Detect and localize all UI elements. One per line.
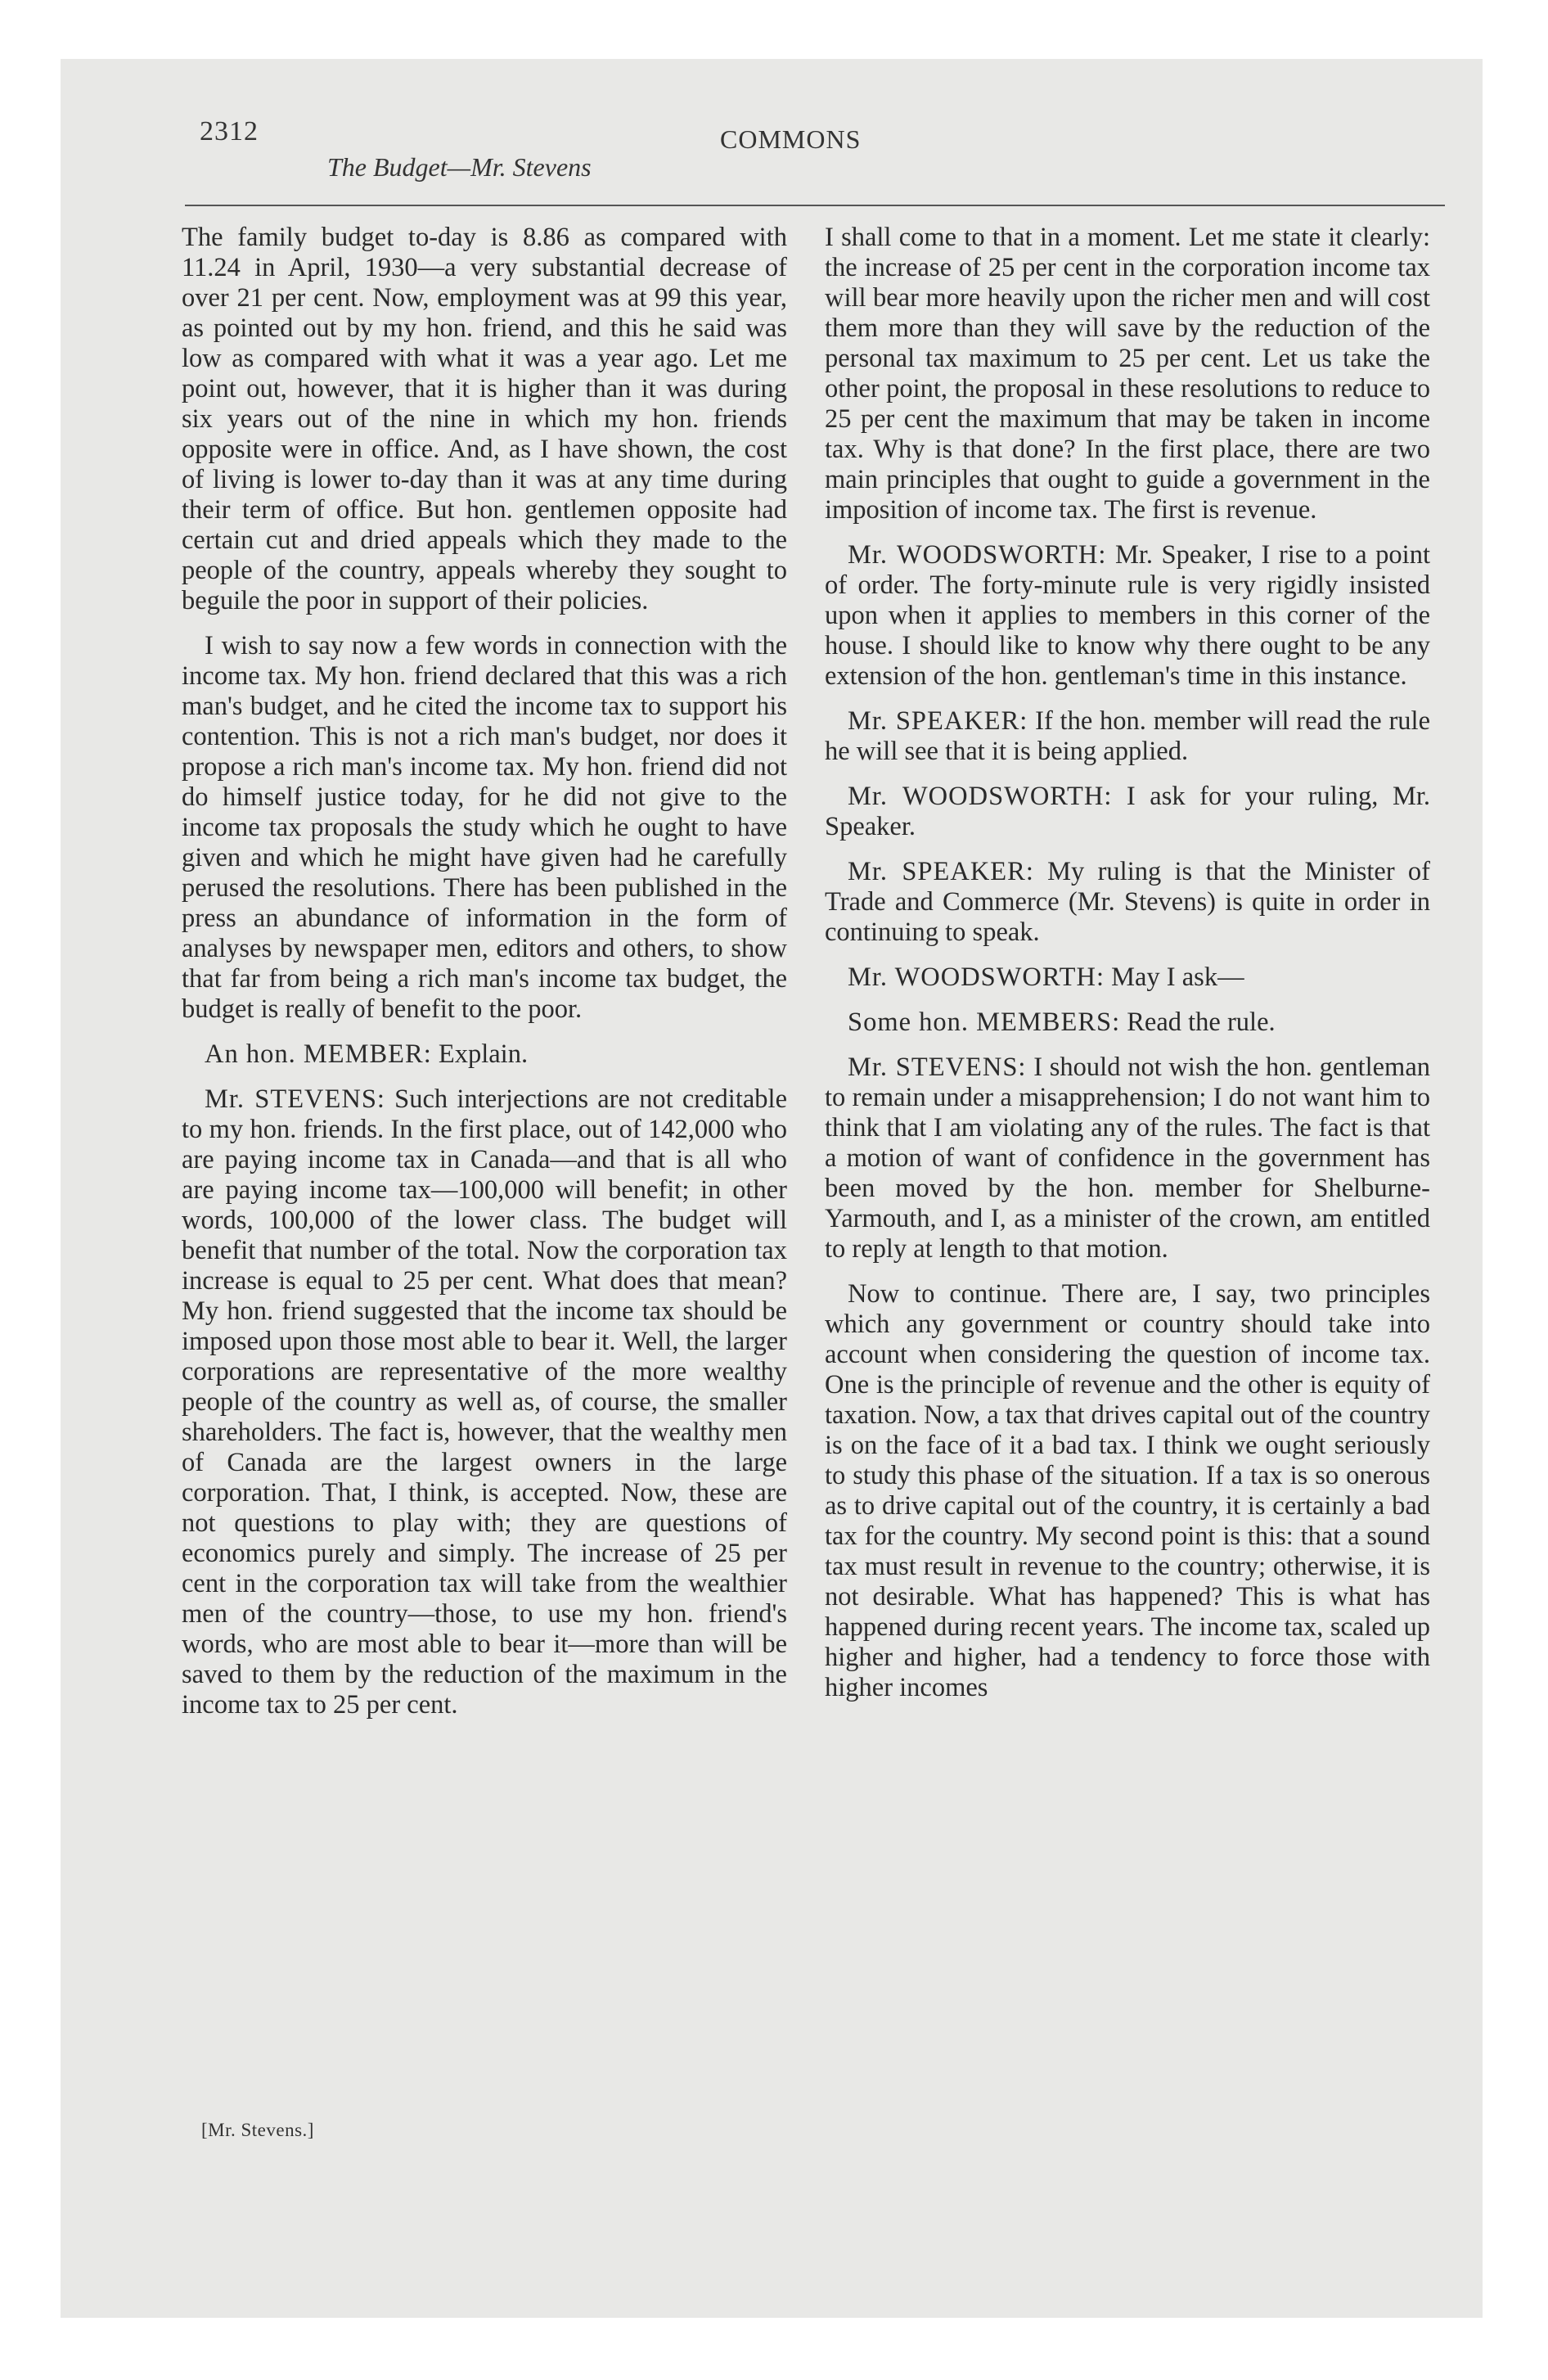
page-number: 2312: [200, 116, 259, 146]
speaker-name: Mr. STEVENS:: [848, 1053, 1027, 1082]
speaker-name: Mr. WOODSWORTH:: [848, 540, 1107, 570]
speaker-name: Some hon. MEMBERS:: [848, 1007, 1121, 1037]
paragraph: Some hon. MEMBERS: Read the rule.: [848, 1007, 1276, 1037]
paragraph: Mr. SPEAKER: My ruling is that the Minister of Trade and Commerce (Mr. Stevens) is quite in order in continuing to speak.: [825, 857, 1431, 947]
footer-note: [Mr. Stevens.]: [201, 2120, 314, 2140]
paragraph: The family budget to-day is 8.86 as compared with 11.24 in April, 1930—a very substantial decrease of over 21 per cent. Now, employment was at 99 this year, as pointed out by my hon. friend, and this he said was low as compared with what it was a year ago. Let me point out, however, that it is higher than it was during six years out of the nine in which my hon. friends opposite were in office. And, as I have shown, the cost of living is lower to-day than it was at any time during their term of office. But hon. gentlemen opposite had certain cut and dried appeals which they made to the people of the country, appeals whereby they sought to beguile the poor in support of their policies.: [182, 223, 787, 615]
paragraph: Mr. STEVENS: Such interjections are not creditable to my hon. friends. In the first place, out of 142,000 who are paying income tax in Canada—and that is all who are paying income tax—100,000 will benefit; in other words, 100,000 of the lower class. The budget will benefit that number of the total. Now the corporation tax increase is equal to 25 per cent. What does that mean? My hon. friend suggested that the income tax should be imposed upon those most able to bear it. Well, the larger corporations are representative of the more wealthy people of the country as well as, of course, the smaller shareholders. The fact is, however, that the wealthy men of Canada are the largest owners in the large corporation. That, I think, is accepted. Now, these are not questions to play with; they are questions of economics purely and simply. The increase of 25 per cent in the corporation tax will take from the wealthier men of the country—those, to use my hon. friend's words, who are most able to bear it—more than will be saved to them by the reduction of the maximum in the income tax to 25 per cent.: [182, 1084, 787, 1720]
running-head: The Budget—Mr. Stevens: [327, 152, 592, 182]
header-rule: [185, 205, 1445, 206]
left-column: [182, 223, 787, 1735]
speaker-name: Mr. WOODSWORTH:: [848, 782, 1113, 811]
paragraph: Mr. WOODSWORTH: Mr. Speaker, I rise to a point of order. The forty-minute rule is very rigidly insisted upon when it applies to members in this corner of the house. I should like to know why there ought to be any extension of the hon. gentleman's time in this instance.: [825, 540, 1430, 691]
paragraph: Now to continue. There are, I say, two principles which any government or country should take into account when considering the question of income tax. One is the principle of revenue and the other is equity of taxation. Now, a tax that drives capital out of the country is on the face of it a bad tax. I think we ought seriously to study this phase of the situation. If a tax is so onerous as to drive capital out of the country, it is certainly a bad tax for the country. My second point is this: that a sound tax must result in revenue to the country; otherwise, it is not desirable. What has happened? This is what has happened during recent years. The income tax, scaled up higher and higher, had a tendency to force those with higher incomes: [825, 1279, 1430, 1702]
speaker-name: Mr. SPEAKER:: [848, 857, 1034, 886]
speaker-name: An hon. MEMBER:: [205, 1039, 432, 1069]
paragraph: Mr. WOODSWORTH: I ask for your ruling, Mr. Speaker.: [825, 782, 1430, 841]
chamber-title: COMMONS: [720, 124, 862, 154]
speaker-name: Mr. WOODSWORTH:: [848, 962, 1105, 992]
paragraph: Mr. STEVENS: I should not wish the hon. gentleman to remain under a misapprehension; I do not want him to think that I am violating any of the rules. The fact is that a motion of want of confidence in the government has been moved by the hon. member for Shelburne-Yarmouth, and I, as a minister of the crown, am entitled to reply at length to that motion.: [825, 1053, 1431, 1264]
right-column: [825, 223, 1430, 1718]
paragraph: An hon. MEMBER: Explain.: [205, 1039, 529, 1069]
speaker-name: Mr. SPEAKER:: [848, 706, 1028, 736]
paragraph: I wish to say now a few words in connection with the income tax. My hon. friend declared that this was a rich man's budget, and he cited the income tax to support his contention. This is not a rich man's budget, nor does it propose a rich man's income tax. My hon. friend did not do himself justice today, for he did not give to the income tax proposals the study which he ought to have given and which he might have given had he carefully perused the resolutions. There has been published in the press an abundance of information in the form of analyses by newspaper men, editors and others, to show that far from being a rich man's income tax budget, the budget is really of benefit to the poor.: [182, 631, 787, 1024]
speaker-name: Mr. STEVENS:: [205, 1084, 385, 1114]
paragraph: Mr. WOODSWORTH: May I ask—: [848, 962, 1244, 992]
paragraph: I shall come to that in a moment. Let me state it clearly: the increase of 25 per cent in the corporation income tax will bear more heavily upon the richer men and will cost them more than they will save by the reduction of the personal tax maximum to 25 per cent. Let us take the other point, the proposal in these resolutions to reduce to 25 per cent the maximum that may be taken in income tax. Why is that done? In the first place, there are two main principles that ought to guide a government in the imposition of income tax. The first is revenue.: [825, 223, 1430, 525]
paragraph: Mr. SPEAKER: If the hon. member will read the rule he will see that it is being applied.: [825, 706, 1431, 766]
